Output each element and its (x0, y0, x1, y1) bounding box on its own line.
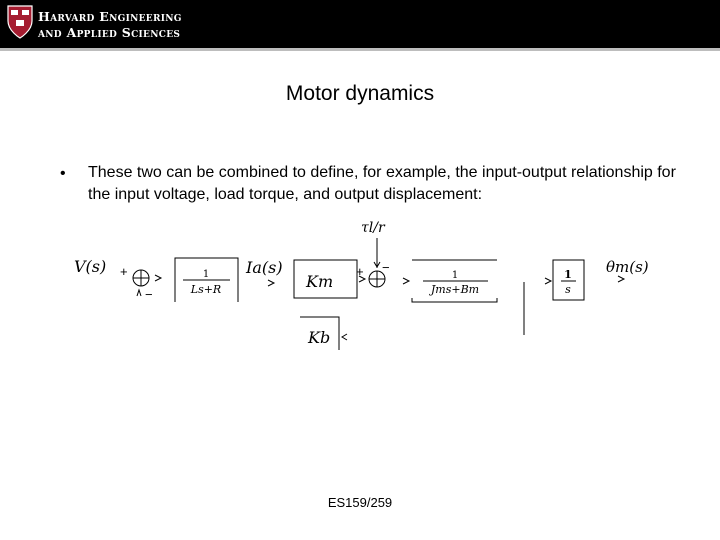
sum1-minus: − (145, 287, 153, 302)
block-3-bottom (412, 298, 497, 302)
sum2-minus: − (382, 260, 390, 275)
arrow-5 (403, 278, 409, 284)
arrow-6 (545, 278, 551, 284)
org-line-1: Harvard Engineering (38, 9, 182, 24)
block-3-denominator: Jms+Bm (430, 283, 480, 296)
block-1-denominator: Ls+R (190, 283, 222, 296)
org-line-2: and Applied Sciences (38, 25, 181, 40)
input-label: V(s) (74, 257, 107, 276)
output-label: θm(s) (606, 258, 649, 276)
block-4-numerator: 1 (564, 268, 572, 281)
current-label: Ia(s) (246, 258, 283, 277)
block-4-denominator: s (565, 283, 571, 296)
arrow-sum1-feedback (137, 290, 141, 296)
arrow-feedback (342, 334, 347, 340)
block-3-numerator: 1 (451, 270, 459, 281)
footer-course-code: ES159/259 (327, 495, 393, 510)
sum1-plus: + (120, 264, 128, 279)
sum2-plus: + (356, 264, 364, 279)
disturbance-label: τl/r (361, 220, 385, 236)
slide-title: Motor dynamics (285, 82, 435, 105)
arrow-1 (155, 275, 161, 281)
feedback-block-label: Kb (308, 328, 331, 347)
bullet-marker: • (60, 165, 66, 182)
block-2-label: Km (306, 272, 334, 291)
bullet-text: These two can be combined to define, for example, the input-output relationship for the input voltage, load torque, and output displacement: (88, 164, 676, 203)
arrow-2 (268, 280, 274, 286)
arrow-output (618, 276, 624, 282)
block-1-numerator: 1 (202, 269, 210, 280)
